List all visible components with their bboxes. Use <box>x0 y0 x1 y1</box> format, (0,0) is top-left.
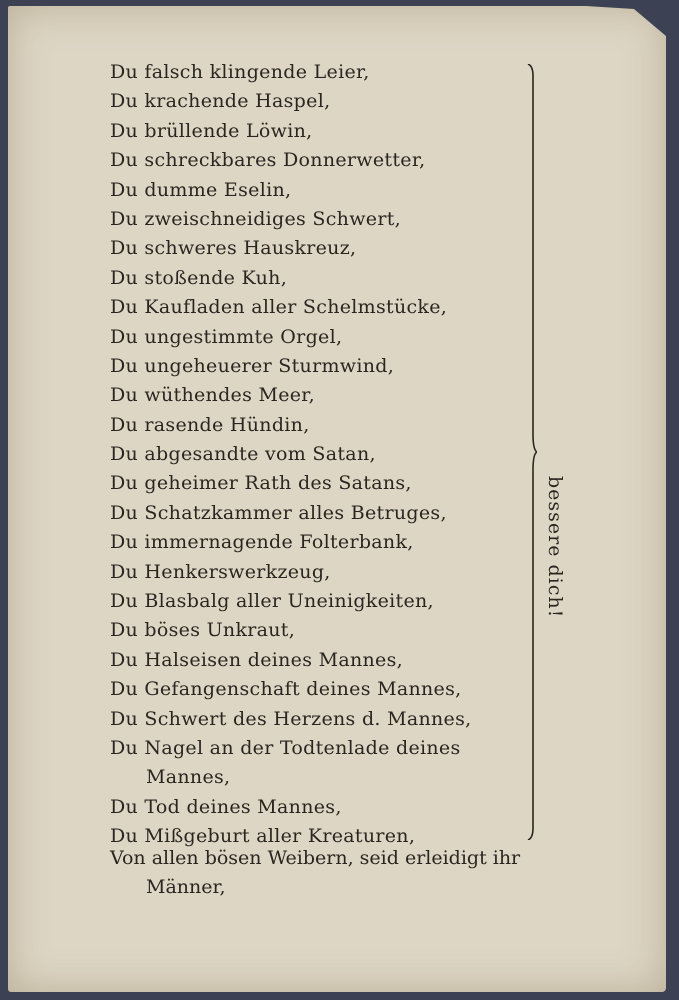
verse-line: Du stoßende Kuh, <box>110 266 288 289</box>
torn-corner <box>586 6 666 36</box>
verse-line: Du Mißgeburt aller Kreaturen, <box>110 825 416 848</box>
side-remark: bessere dich! <box>544 476 566 619</box>
verse-line: Du immernagende Folterbank, <box>110 531 414 554</box>
verse-line: Du böses Unkraut, <box>110 619 296 642</box>
verse-line: Du ungestimmte Orgel, <box>110 325 343 348</box>
verse-line: Du Henkerswerkzeug, <box>110 560 331 583</box>
curly-brace <box>527 64 537 840</box>
verse-line: Du schreckbares Donnerwetter, <box>110 149 426 172</box>
verse-line: Du dumme Eselin, <box>110 178 292 201</box>
verse-line: Du abgesandte vom Satan, <box>110 443 376 466</box>
verse-line: Du ungeheuerer Sturmwind, <box>110 354 395 377</box>
verse-line: Du Schatzkammer alles Betruges, <box>110 501 447 524</box>
verse-line: Du wüthendes Meer, <box>110 384 315 407</box>
verse-line: Du falsch klingende Leier, <box>110 61 370 83</box>
brace-icon <box>527 64 537 840</box>
closing-text <box>110 844 610 902</box>
verse-line: Du Halseisen deines Mannes, <box>110 648 403 671</box>
verse-line: Du Blasbalg aller Uneinigkeiten, <box>110 590 434 613</box>
verse-line: Du Kaufladen aller Schelmstücke, <box>110 296 448 319</box>
verse-line: Du Tod deines Mannes, <box>110 795 342 818</box>
verse-list <box>110 58 550 852</box>
verse-line: Du geheimer Rath des Satans, <box>110 472 412 495</box>
closing-line-1: Von allen bösen Weibern, seid erleidigt ihr <box>110 847 521 869</box>
closing-line-2: Männer, <box>146 876 226 898</box>
verse-line: Du rasende Hündin, <box>110 413 310 436</box>
verse-line: Du schweres Hauskreuz, <box>110 237 357 260</box>
verse-line: Du Gefangenschaft deines Mannes, <box>110 678 462 701</box>
verse-line-continuation: Mannes, <box>146 766 231 789</box>
verse-line: Du Nagel an der Todtenlade deines <box>110 736 461 759</box>
verse-line: Du krachende Haspel, <box>110 90 331 113</box>
verse-line: Du brüllende Löwin, <box>110 119 313 142</box>
verse-line: Du Schwert des Herzens d. Mannes, <box>110 707 472 730</box>
verse-line: Du zweischneidiges Schwert, <box>110 207 401 230</box>
